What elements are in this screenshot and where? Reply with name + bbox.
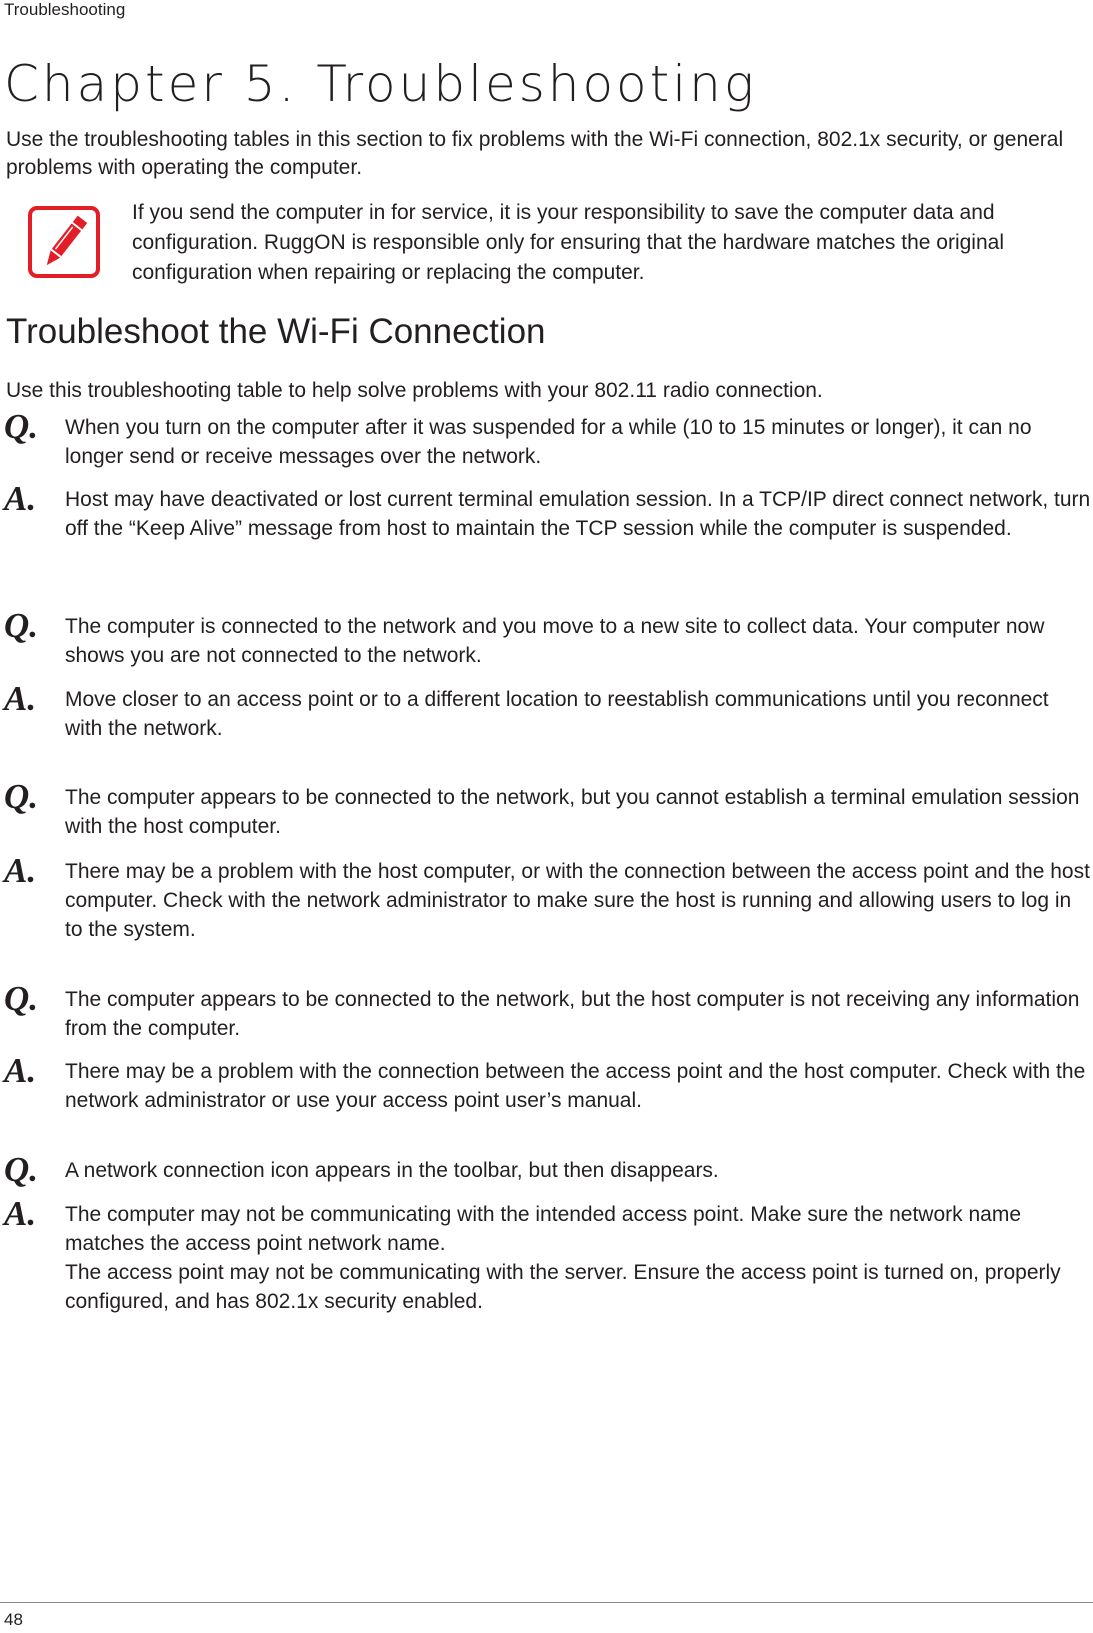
question-text: A network connection icon appears in the toolbar, but then disappears.	[65, 1159, 719, 1182]
running-head: Troubleshooting	[4, 0, 126, 19]
answer-text: There may be a problem with the connection between the access point and the host computer. Check with the network administrator or use your access point user’s manual.	[65, 1060, 1086, 1112]
answer-text	[65, 1200, 1091, 1316]
answer-text: Move closer to an access point or to a different location to reestablish communications until you reconnect with the network.	[65, 688, 1049, 740]
chapter-intro: Use the troubleshooting tables in this section to fix problems with the Wi-Fi connection, 802.1x security, or general problems with operating the computer.	[6, 128, 1064, 179]
note-text: If you send the computer in for service, it is your responsibility to save the computer data and configuration. RuggON is responsible only for ensuring that the hardware matches the original configuration when repairing or replacing the computer.	[132, 201, 1004, 284]
answer-marker: A.	[4, 851, 37, 890]
page-number: 48	[4, 1610, 23, 1629]
question-text: The computer appears to be connected to the network, but the host computer is not receiving any information from the computer.	[65, 988, 1080, 1040]
chapter-title: Chapter 5. Troubleshooting	[4, 55, 757, 113]
question-marker: Q.	[4, 777, 39, 816]
question-marker: Q.	[4, 979, 39, 1018]
footer-rule	[0, 1602, 1093, 1603]
section-intro: Use this troubleshooting table to help solve problems with your 802.11 radio connection.	[6, 379, 823, 402]
answer-text-line-1: The computer may not be communicating with the intended access point. Make sure the network name matches the access point network name.	[65, 1203, 1021, 1255]
answer-marker: A.	[4, 1051, 37, 1090]
answer-text: Host may have deactivated or lost current terminal emulation session. In a TCP/IP direct connect network, turn off the “Keep Alive” message from host to maintain the TCP session while the computer is suspended.	[65, 488, 1091, 540]
answer-marker: A.	[4, 679, 37, 718]
answer-marker: A.	[4, 479, 37, 518]
section-heading: Troubleshoot the Wi-Fi Connection	[6, 312, 546, 351]
question-marker: Q.	[4, 606, 39, 645]
question-marker: Q.	[4, 407, 39, 446]
question-text: The computer appears to be connected to the network, but you cannot establish a terminal emulation session with the host computer.	[65, 786, 1080, 838]
answer-text-line-2: The access point may not be communicating with the server. Ensure the access point is turned on, properly configured, and has 802.1x security enabled.	[65, 1261, 1061, 1313]
question-text: The computer is connected to the network and you move to a new site to collect data. Your computer now shows you are not connected to the network.	[65, 615, 1045, 667]
question-text: When you turn on the computer after it was suspended for a while (10 to 15 minutes or longer), it can no longer send or receive messages over the network.	[65, 416, 1032, 468]
answer-text: There may be a problem with the host computer, or with the connection between the access point and the host computer. Check with the network administrator to make sure the host is running and allowing users to log in to the system.	[65, 860, 1090, 941]
question-marker: Q.	[4, 1150, 39, 1189]
pen-note-icon	[28, 206, 100, 278]
answer-marker: A.	[4, 1194, 37, 1233]
